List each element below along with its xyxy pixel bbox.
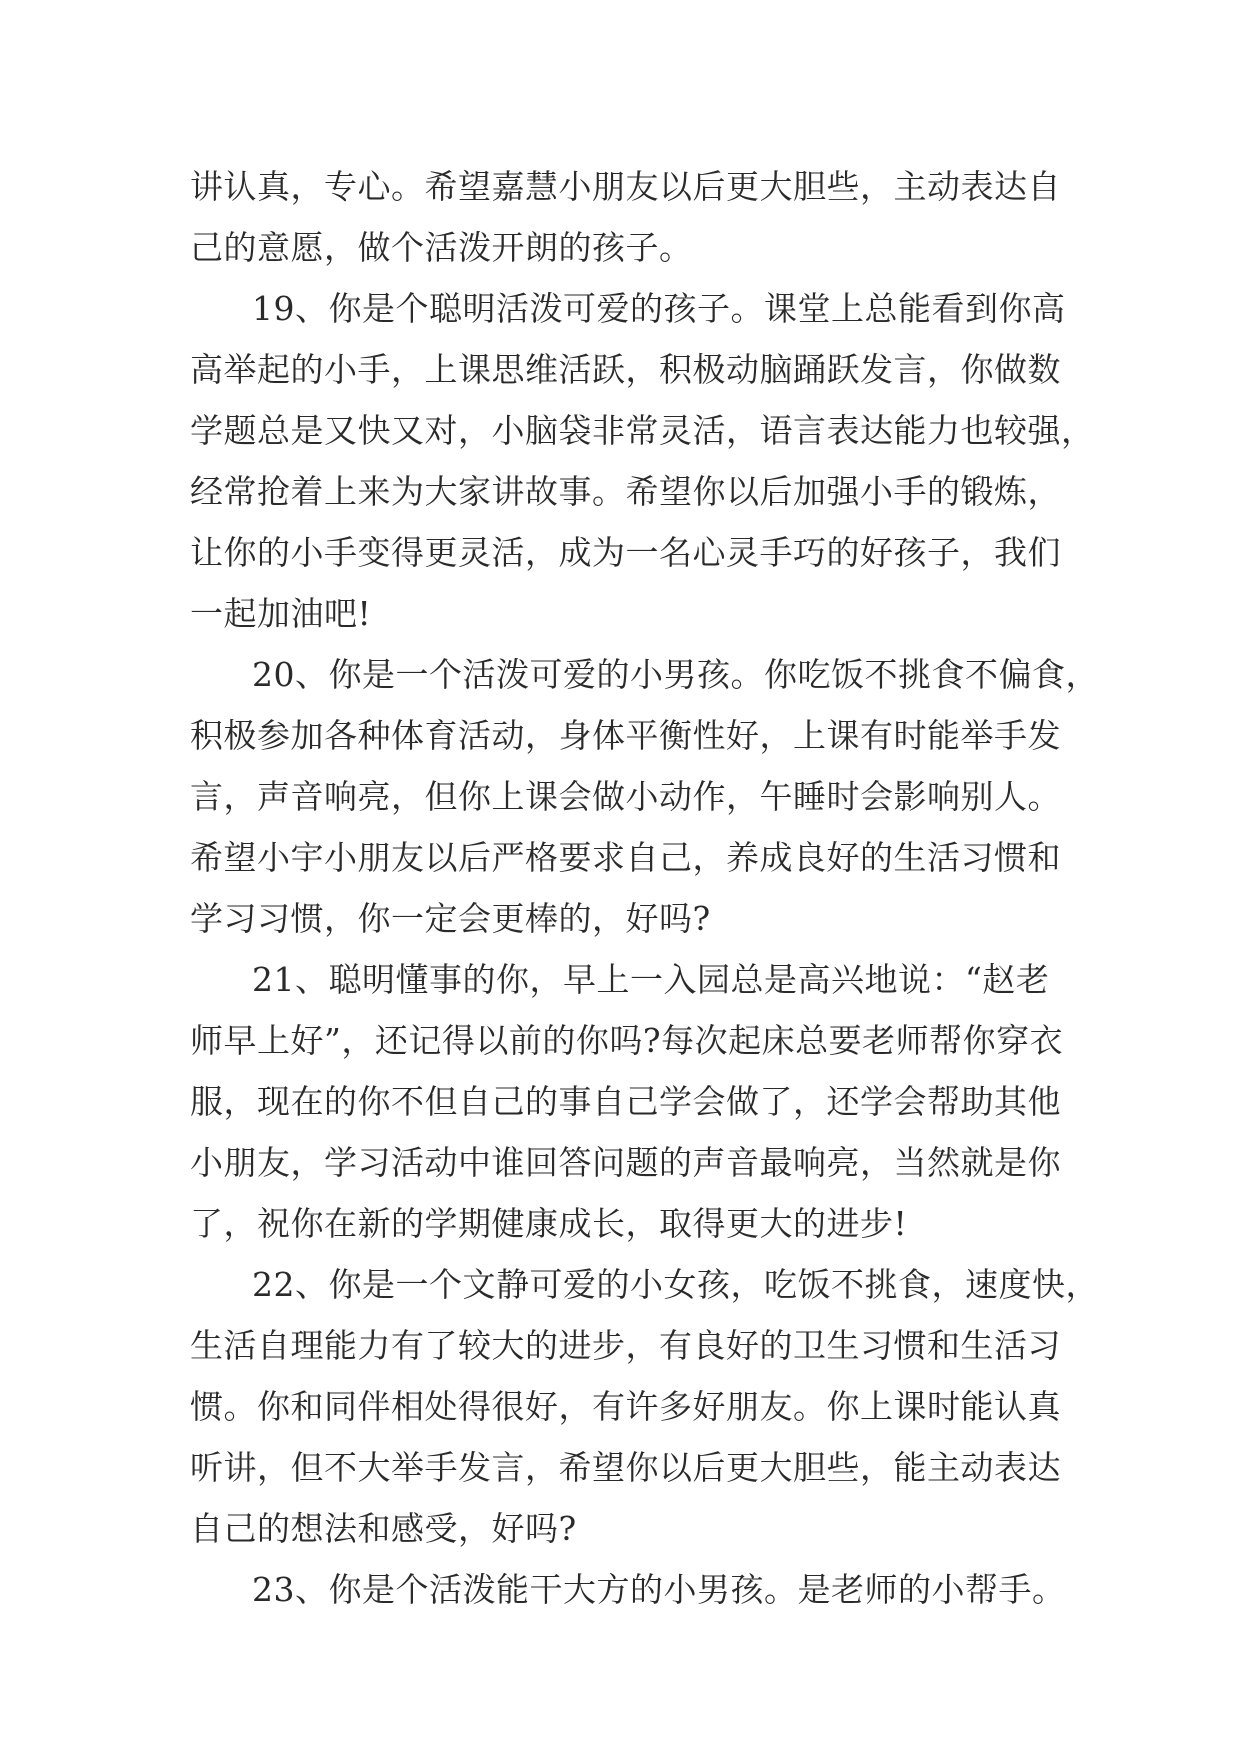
text-line: 言，声音响亮，但你上课会做小动作，午睡时会影响别人。	[190, 777, 1061, 816]
paragraph-start-line: 21、聪明懂事的你，早上一入园总是高兴地说：“赵老	[252, 960, 1050, 999]
text-line: 小朋友，学习活动中谁回答问题的声音最响亮，当然就是你	[190, 1143, 1061, 1182]
text-line: 师早上好”，还记得以前的你吗?每次起床总要老师帮你穿衣	[190, 1021, 1064, 1060]
text-line: 讲认真，专心。希望嘉慧小朋友以后更大胆些，主动表达自	[190, 167, 1061, 206]
text-line: 让你的小手变得更灵活，成为一名心灵手巧的好孩子，我们	[190, 533, 1061, 572]
text-line: 高举起的小手，上课思维活跃，积极动脑踊跃发言，你做数	[190, 350, 1061, 389]
paragraph-start-line: 19、你是个聪明活泼可爱的孩子。课堂上总能看到你高	[252, 289, 1066, 328]
text-line: 服，现在的你不但自己的事自己学会做了，还学会帮助其他	[190, 1082, 1061, 1121]
paragraph-start-line: 22、你是一个文静可爱的小女孩，吃饭不挑食，速度快，	[252, 1265, 1099, 1304]
text-line: 经常抢着上来为大家讲故事。希望你以后加强小手的锻炼，	[190, 472, 1061, 511]
text-line: 学习习惯，你一定会更棒的，好吗?	[190, 899, 711, 938]
text-line: 了，祝你在新的学期健康成长，取得更大的进步!	[190, 1204, 908, 1243]
paragraph-start-line: 20、你是一个活泼可爱的小男孩。你吃饭不挑食不偏食，	[252, 655, 1099, 694]
text-line: 听讲，但不大举手发言，希望你以后更大胆些，能主动表达	[190, 1448, 1061, 1487]
text-line: 学题总是又快又对，小脑袋非常灵活，语言表达能力也较强，	[190, 411, 1095, 450]
text-line: 自己的想法和感受，好吗?	[190, 1509, 577, 1548]
text-line: 生活自理能力有了较大的进步，有良好的卫生习惯和生活习	[190, 1326, 1061, 1365]
text-line: 积极参加各种体育活动，身体平衡性好，上课有时能举手发	[190, 716, 1061, 755]
text-line: 惯。你和同伴相处得很好，有许多好朋友。你上课时能认真	[190, 1387, 1061, 1426]
paragraph-start-line: 23、你是个活泼能干大方的小男孩。是老师的小帮手。	[252, 1570, 1066, 1609]
text-line: 一起加油吧!	[190, 594, 372, 633]
text-line: 己的意愿，做个活泼开朗的孩子。	[190, 228, 693, 267]
text-line: 希望小宇小朋友以后严格要求自己，养成良好的生活习惯和	[190, 838, 1061, 877]
